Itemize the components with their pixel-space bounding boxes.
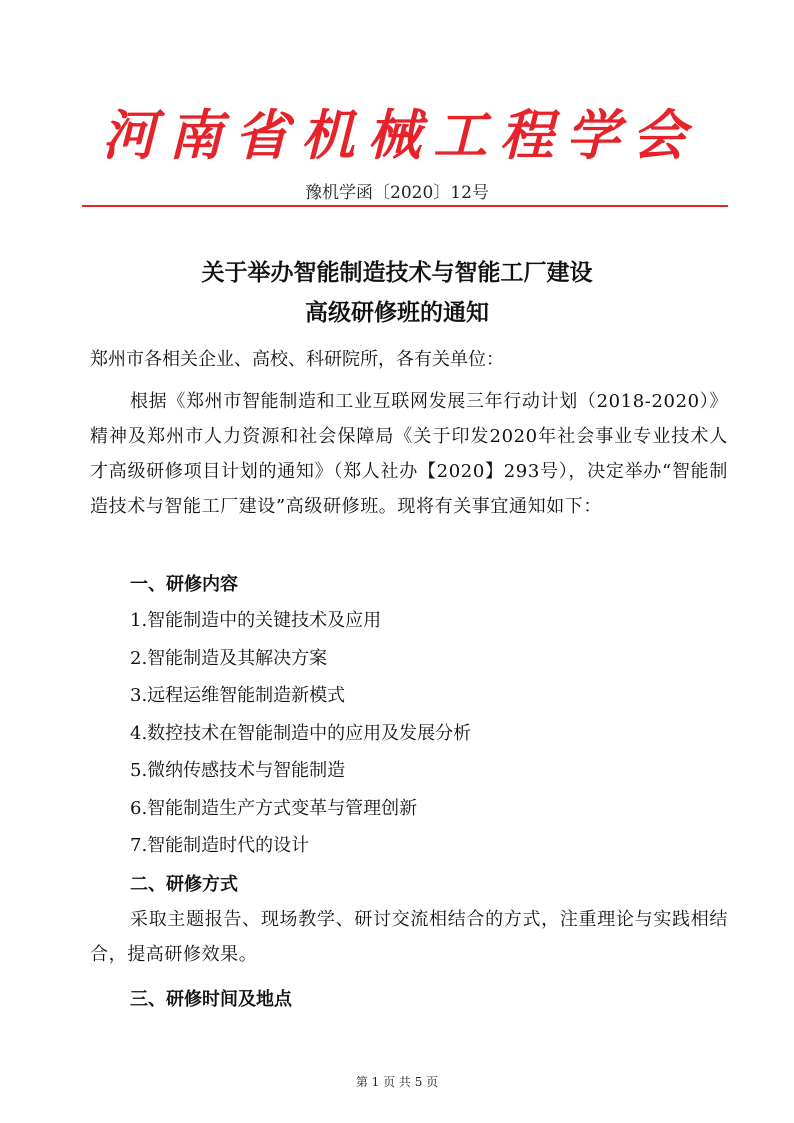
list-item: 5.微纳传感技术与智能制造 [130, 760, 346, 781]
notice-title-line-1: 关于举办智能制造技术与智能工厂建设 [201, 260, 593, 286]
section-heading-time-location: 三、研修时间及地点 [130, 989, 292, 1010]
section-heading-method: 二、研修方式 [130, 874, 238, 895]
content-list [130, 602, 730, 865]
method-paragraph: 采取主题报告、现场教学、研讨交流相结合的方式，注重理论与实践相结合，提高研修效果。 [90, 909, 728, 965]
intro-paragraph: 根据《郑州市智能制造和工业互联网发展三年行动计划（2018-2020）》精神及郑州市人力资源和社会保障局《关于印发2020年社会事业专业技术人才高级研修项目计划的通知》（郑人社办【2020】293号），决定举办“智能制造技术与智能工厂建设”高级研修班。现将有关事宜通知如下： [90, 391, 728, 517]
organization-title [40, 100, 754, 170]
page-footer: 第 1 页 共 5 页 [355, 1075, 439, 1089]
greeting: 郑州市各相关企业、高校、科研院所，各有关单位： [90, 349, 504, 370]
letterhead-divider [82, 205, 728, 207]
org-title-char: 会 [632, 103, 686, 167]
list-item: 6.智能制造生产方式变革与管理创新 [130, 797, 418, 819]
notice-title-line-2: 高级研修班的通知 [305, 300, 489, 326]
org-title-char: 南 [168, 103, 223, 167]
section-heading-content: 一、研修内容 [130, 574, 238, 595]
org-title-char: 机 [300, 103, 355, 167]
org-title-char: 程 [499, 103, 554, 167]
org-title-char: 省 [234, 103, 289, 167]
list-item: 7.智能制造时代的设计 [130, 835, 310, 856]
list-item: 2.智能制造及其解决方案 [130, 647, 328, 669]
list-item: 3.远程运维智能制造新模式 [130, 685, 346, 706]
org-title-char: 工 [433, 103, 488, 167]
list-item: 4.数控技术在智能制造中的应用及发展分析 [130, 722, 472, 744]
org-title-char: 械 [367, 103, 421, 167]
org-title-char: 河 [102, 103, 156, 167]
list-item: 1.智能制造中的关键技术及应用 [130, 610, 382, 631]
document-number: 豫机学函〔2020〕12号 [305, 183, 489, 203]
org-title-char: 学 [565, 103, 620, 167]
